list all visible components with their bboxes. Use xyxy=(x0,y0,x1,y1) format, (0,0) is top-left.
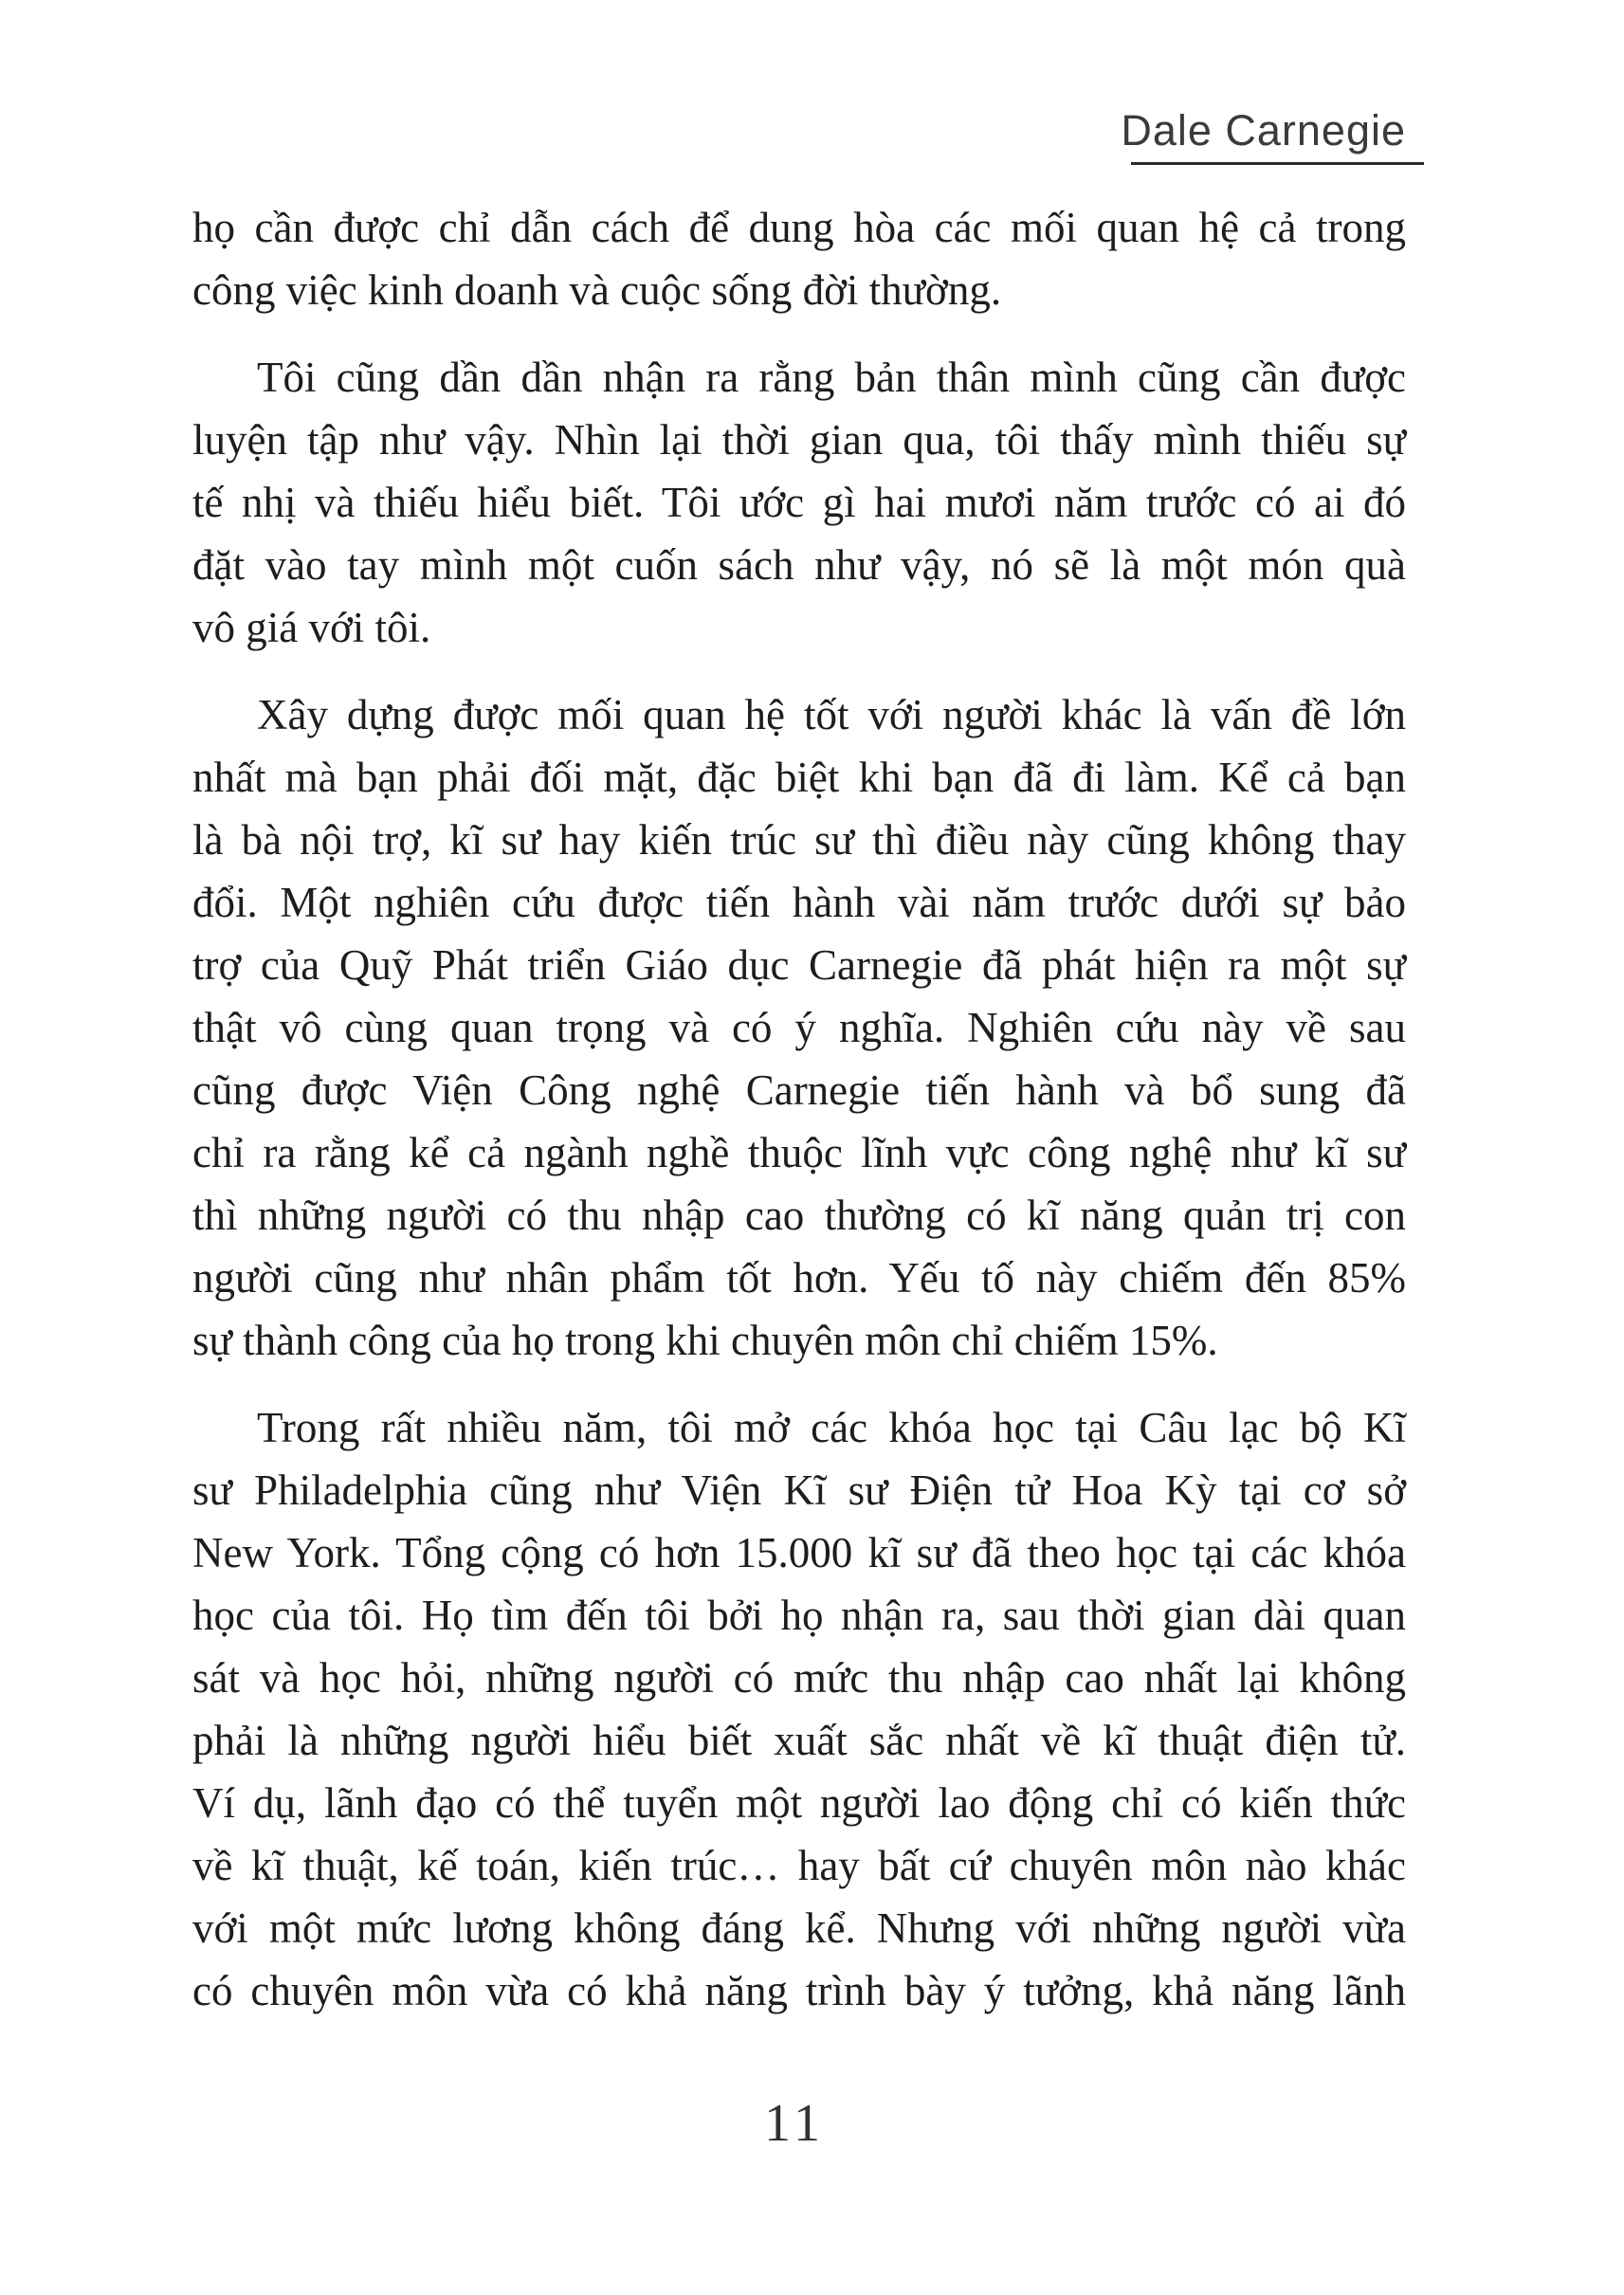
header-rule xyxy=(1131,162,1424,165)
text-line: người cũng như nhân phẩm tốt hơn. Yếu tố này chiếm đến 85% xyxy=(192,1254,1406,1302)
text-line: nhất mà bạn phải đối mặt, đặc biệt khi bạn đã đi làm. Kể cả bạn xyxy=(192,754,1406,801)
text-line: chỉ ra rằng kể cả ngành nghề thuộc lĩnh vực công nghệ như kĩ sư xyxy=(192,1129,1406,1176)
body-text xyxy=(192,196,1406,2022)
page-number: 11 xyxy=(764,2094,825,2153)
text-line: thật vô cùng quan trọng và có ý nghĩa. Nghiên cứu này về sau xyxy=(192,1004,1406,1051)
text-line: đổi. Một nghiên cứu được tiến hành vài năm trước dưới sự bảo xyxy=(192,879,1406,926)
text-line: đặt vào tay mình một cuốn sách như vậy, nó sẽ là một món quà xyxy=(192,541,1406,589)
text-line: Tôi cũng dần dần nhận ra rằng bản thân mình cũng cần được xyxy=(257,354,1406,401)
text-line: phải là những người hiểu biết xuất sắc nhất về kĩ thuật điện tử. xyxy=(192,1717,1406,1764)
text-line: sự thành công của họ trong khi chuyên môn chỉ chiếm 15%. xyxy=(192,1317,1218,1364)
text-line: về kĩ thuật, kế toán, kiến trúc… hay bất cứ chuyên môn nào khác xyxy=(192,1842,1406,1889)
paragraph xyxy=(192,196,1406,321)
text-line: là bà nội trợ, kĩ sư hay kiến trúc sư thì điều này cũng không thay xyxy=(192,816,1406,864)
paragraph xyxy=(192,1396,1406,2022)
text-line: họ cần được chỉ dẫn cách để dung hòa các mối quan hệ cả trong xyxy=(192,204,1406,251)
text-line: Xây dựng được mối quan hệ tốt với người khác là vấn đề lớn xyxy=(257,691,1406,738)
text-line: luyện tập như vậy. Nhìn lại thời gian qua, tôi thấy mình thiếu sự xyxy=(192,416,1406,464)
text-line: vô giá với tôi. xyxy=(192,604,431,651)
text-line: công việc kinh doanh và cuộc sống đời thường. xyxy=(192,266,1002,314)
text-line: có chuyên môn vừa có khả năng trình bày ý tưởng, khả năng lãnh xyxy=(192,1967,1406,2014)
text-line: New York. Tổng cộng có hơn 15.000 kĩ sư đã theo học tại các khóa xyxy=(192,1529,1406,1576)
text-line: trợ của Quỹ Phát triển Giáo dục Carnegie đã phát hiện ra một sự xyxy=(192,941,1406,989)
text-line: sư Philadelphia cũng như Viện Kĩ sư Điện tử Hoa Kỳ tại cơ sở xyxy=(192,1466,1406,1514)
paragraph xyxy=(192,346,1406,659)
running-header xyxy=(1121,106,1406,155)
text-line: thì những người có thu nhập cao thường có kĩ năng quản trị con xyxy=(192,1192,1406,1239)
text-line: Trong rất nhiều năm, tôi mở các khóa học tại Câu lạc bộ Kĩ xyxy=(257,1404,1406,1451)
text-line: sát và học hỏi, những người có mức thu nhập cao nhất lại không xyxy=(192,1654,1406,1702)
text-line: Ví dụ, lãnh đạo có thể tuyển một người lao động chỉ có kiến thức xyxy=(192,1779,1406,1827)
text-line: cũng được Viện Công nghệ Carnegie tiến hành và bổ sung đã xyxy=(192,1066,1406,1114)
text-line: tế nhị và thiếu hiểu biết. Tôi ước gì hai mươi năm trước có ai đó xyxy=(192,479,1406,526)
text-line: với một mức lương không đáng kể. Nhưng với những người vừa xyxy=(192,1904,1406,1952)
author-name: Dale Carnegie xyxy=(1121,106,1406,155)
paragraph xyxy=(192,683,1406,1372)
text-line: học của tôi. Họ tìm đến tôi bởi họ nhận ra, sau thời gian dài quan xyxy=(192,1592,1406,1639)
